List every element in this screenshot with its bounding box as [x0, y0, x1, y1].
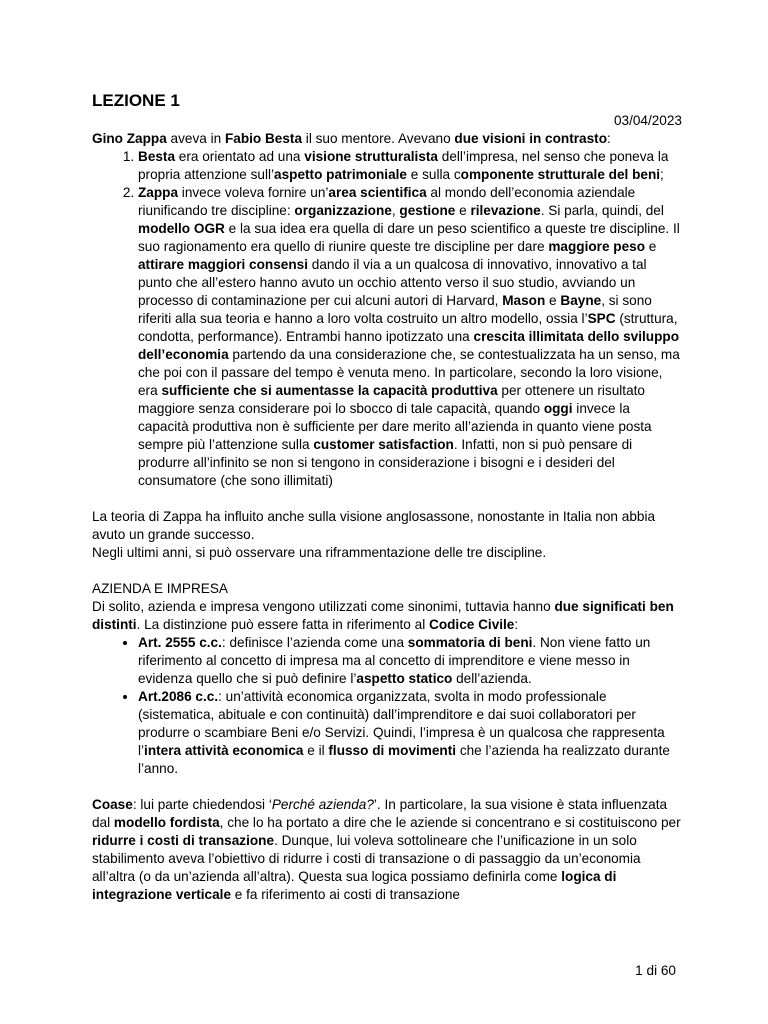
text-run: . Infatti, non si può pensare di produrre all’infinito se non si tengono in considerazione i bisogni e i desideri del consumatore (che sono illimitati) [138, 437, 633, 488]
bold-text: Art.2086 c.c. [138, 689, 219, 704]
text-run: . Dunque, lui voleva sottolineare che l’unificazione in un solo stabilimento aveva l’obiettivo di ridurre i costi di transazione o di passaggio da un’economia all’altra (o da un’azienda all’altra). Questa sua logica possiamo definirla come [92, 833, 641, 884]
bold-text: SPC [587, 311, 616, 326]
text-run: , si sono riferiti alla sua teoria e hanno a loro volta costruito un altro modello, ossia l’ [138, 293, 652, 326]
bold-text: rilevazione [470, 203, 541, 218]
bold-text: crescita illimitata dello sviluppo dell’economia [138, 329, 679, 362]
text-run: . Si parla, quindi, del [540, 203, 664, 218]
text-run: e [645, 239, 657, 254]
page-number: 1 di 60 [635, 963, 676, 978]
bold-text: modello fordista [113, 815, 220, 830]
text-run: dell’azienda. [452, 671, 532, 686]
bold-text: Gino Zappa [92, 131, 167, 146]
text-run: : un’attività economica organizzata, svolta in modo professionale (sistematica, abituale e con continuità) dall’imprenditore e dai suoi collaboratori per produrre o scambiare Beni e/o Servizi. Quindi, l’impresa è un qualcosa che rappresenta l’ [138, 689, 665, 758]
text-run: : definisce l’azienda come una [221, 635, 408, 650]
text-run: aveva in [166, 131, 225, 146]
bold-text: visione strutturalista [304, 149, 438, 164]
bold-text: attirare maggiori consensi [138, 257, 308, 272]
paragraph-zappa-influence [92, 508, 682, 544]
text-run: partendo da una considerazione che, se contestualizzata ha un senso, ma che poi con il passare del tempo è venuta meno. In particolare, secondo la loro visione, era [138, 347, 680, 398]
section-heading: AZIENDA E IMPRESA [92, 581, 228, 596]
bold-text: modello OGR [138, 221, 225, 236]
text-run: : [607, 131, 611, 146]
text-run: al mondo dell’economia aziendale riunificando tre discipline: [138, 185, 636, 218]
paragraph-azienda-impresa [92, 598, 682, 634]
bold-text: Art. 2555 c.c. [138, 635, 222, 650]
bold-text: organizzazione [294, 203, 392, 218]
bold-text: customer satisfaction [313, 437, 454, 452]
bold-text: gestione [399, 203, 456, 218]
bold-text: ridurre i costi di transazione [92, 833, 275, 848]
lesson-date: 03/04/2023 [613, 113, 682, 128]
bold-text: Mason [502, 293, 546, 308]
intro-paragraph [92, 130, 682, 148]
text-run: . La distinzione può essere fatta in riferimento al [136, 617, 429, 632]
bold-text: oggi [543, 401, 573, 416]
text-run: , che lo ha portato a dire che le aziende si concentrano e si costituiscono per [219, 815, 681, 830]
bold-text: logica di integrazione verticale [92, 869, 617, 902]
bold-text: Bayne [560, 293, 602, 308]
text-run: e la sua idea era quella di dare un peso scientifico a queste tre discipline. Il suo ragionamento era quello di riunire queste tre discipline per dare [138, 221, 680, 254]
bold-text: omponente strutturale del beni [460, 167, 661, 182]
paragraph-coase [92, 796, 682, 904]
text-run: e [545, 293, 561, 308]
text-run: dell’impresa, nel senso che poneva la propria attenzione sull’ [138, 149, 669, 182]
text-run: e il [303, 743, 329, 758]
bullet-list [92, 634, 682, 778]
text-run: che l’azienda ha realizzato durante l’anno. [138, 743, 670, 776]
list-item-besta [138, 148, 682, 184]
bold-text: Codice Civile [429, 617, 515, 632]
numbered-list [92, 148, 682, 490]
bold-text: sommatoria di beni [407, 635, 533, 650]
bold-text: Fabio Besta [224, 131, 303, 146]
text-run: e fa riferimento ai costi di transazione [231, 887, 460, 902]
text-run: invece voleva fornire un’ [178, 185, 329, 200]
text-run: e sulla c [406, 167, 461, 182]
bold-text: aspetto statico [356, 671, 453, 686]
bullet-item-art2555 [138, 634, 682, 688]
bold-text: due significati ben distinti [92, 599, 674, 632]
bullet-item-art2086 [138, 688, 682, 778]
bold-text: Zappa [138, 185, 179, 200]
page-title: LEZIONE 1 [92, 91, 180, 110]
text-run: Di solito, azienda e impresa vengono utilizzati come sinonimi, tuttavia hanno [92, 599, 555, 614]
text-run: il suo mentore. Avevano [302, 131, 455, 146]
italic-text: Perché azienda? [271, 797, 374, 812]
text-run: era orientato ad una [175, 149, 305, 164]
text-run: invece la capacità produttiva non è sufficiente per dare merito all’azienda in quanto viene posta sempre più l’attenzione sulla [138, 401, 652, 452]
text-run: dando il via a un qualcosa di innovativo, innovativo a tal punto che all’estero hanno avuto un occhio attento verso il suo studio, avviando un processo di contaminazione per cui alcuni autori di Harvard, [138, 257, 647, 308]
paragraph-riframmentazione [92, 544, 682, 562]
bold-text: aspetto patrimoniale [274, 167, 407, 182]
bold-text: due visioni in contrasto [454, 131, 607, 146]
text-run: e [455, 203, 471, 218]
text-run: La teoria di Zappa ha influito anche sulla visione anglosassone, nonostante in Italia non abbia avuto un grande successo. [92, 509, 656, 542]
list-item-zappa [138, 184, 682, 490]
text-run: : lui parte chiedendosi ‘ [132, 797, 272, 812]
page-content [92, 90, 682, 904]
text-run: : [514, 617, 519, 632]
text-run: per ottenere un risultato maggiore senza considerare poi lo sbocco di tale capacità, quando [138, 383, 645, 416]
bold-text: sufficiente che si aumentasse la capacità produttiva [161, 383, 498, 398]
bold-text: Coase [92, 797, 133, 812]
bold-text: area scientifica [328, 185, 427, 200]
bold-text: intera attività economica [144, 743, 304, 758]
text-run: (struttura, condotta, performance). Entrambi hanno ipotizzato una [138, 311, 678, 344]
bold-text: Besta [138, 149, 176, 164]
text-run: . Non viene fatto un riferimento al concetto di impresa ma al concetto di imprenditore e viene messo in evidenza quello che si può definire l’ [138, 635, 651, 686]
bold-text: flusso di movimenti [328, 743, 457, 758]
text-run: ’. In particolare, la sua visione è stata influenzata dal [92, 797, 668, 830]
text-run: , [391, 203, 400, 218]
text-run: Negli ultimi anni, si può osservare una riframmentazione delle tre discipline. [92, 545, 547, 560]
bold-text: maggiore peso [548, 239, 646, 254]
text-run: ; [660, 167, 664, 182]
